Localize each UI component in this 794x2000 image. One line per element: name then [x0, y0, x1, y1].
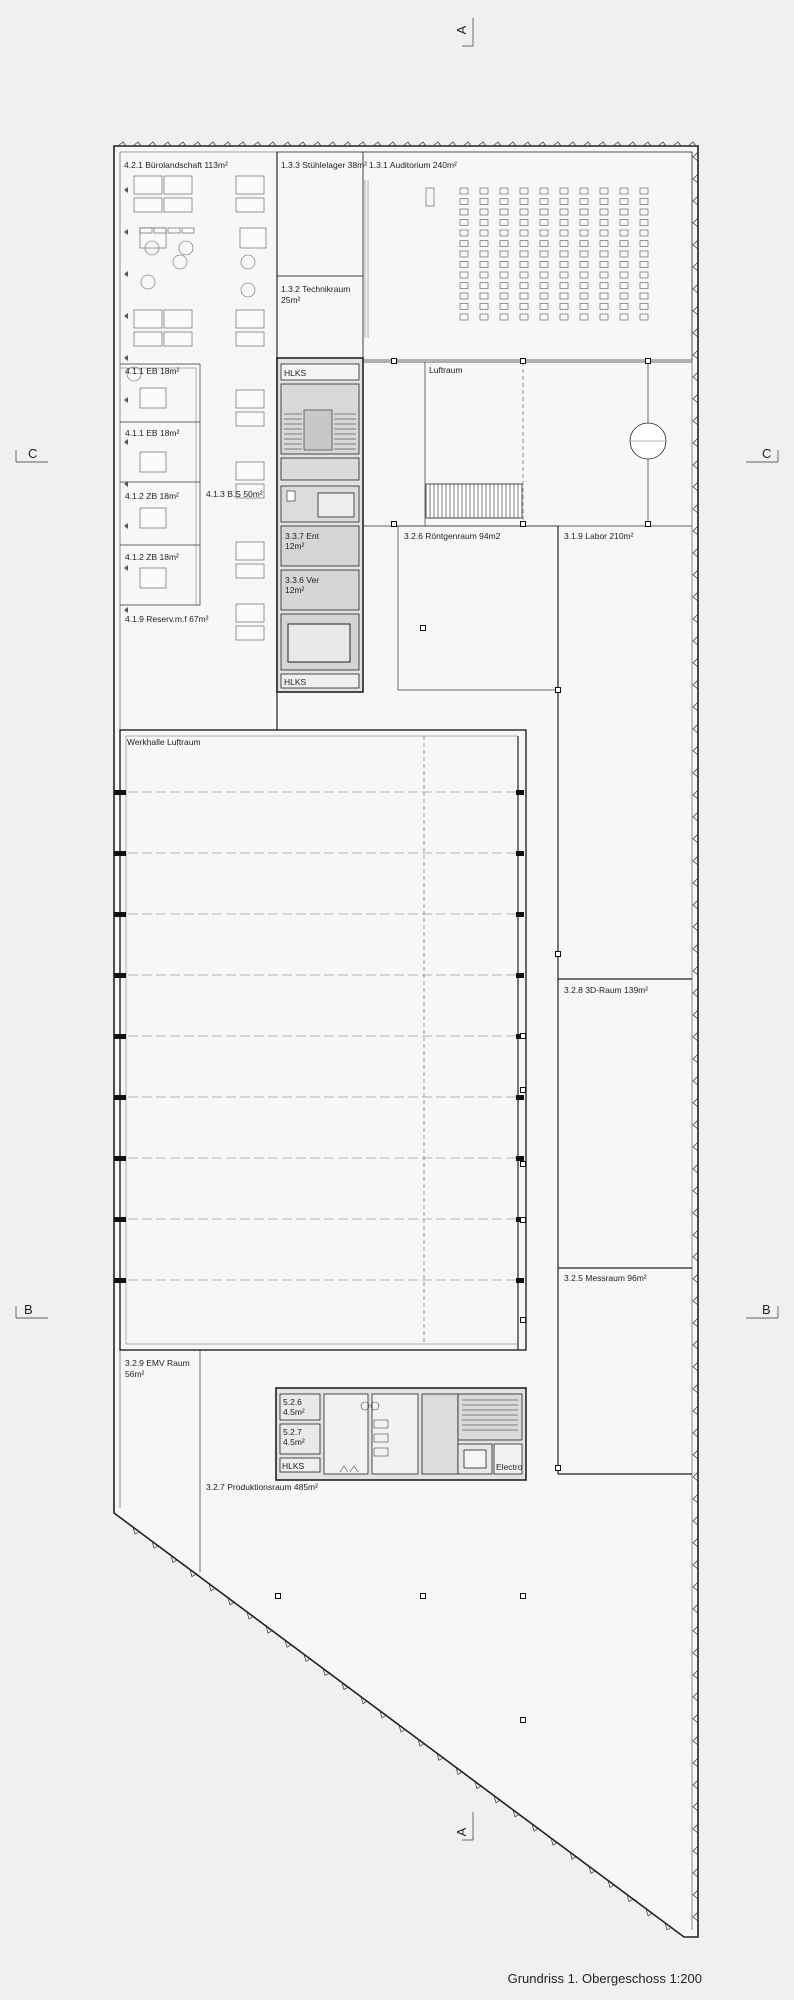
label-luftraum: Luftraum [429, 365, 463, 375]
crane-rail-end [114, 790, 126, 795]
section-marker-b-left [16, 1302, 48, 1318]
desk [134, 310, 162, 328]
label-526-area: 4.5m² [283, 1407, 305, 1417]
column [421, 1594, 426, 1599]
desk [134, 332, 162, 346]
column [521, 1318, 526, 1323]
column [521, 359, 526, 364]
label-527-area: 4.5m² [283, 1437, 305, 1447]
desk [164, 310, 192, 328]
column [392, 359, 397, 364]
crane-rail-end [516, 1095, 524, 1100]
column [521, 522, 526, 527]
column [521, 1718, 526, 1723]
crane-rail-end [516, 912, 524, 917]
label-ver: 3.3.6 Ver [285, 575, 320, 585]
column [521, 1034, 526, 1039]
crane-rail-end [114, 1034, 126, 1039]
label-hlks-bottom: HLKS [282, 1461, 305, 1471]
section-label-a-bottom: A [454, 1827, 469, 1837]
building-outline [114, 142, 698, 1937]
label-electro: Electro [496, 1462, 523, 1472]
luftraum-stair [426, 484, 522, 518]
crane-rail-end [516, 790, 524, 795]
bench [154, 228, 166, 233]
desk [140, 508, 166, 528]
column [556, 952, 561, 957]
label-technikraum-area: 25m² [281, 295, 301, 305]
section-label-b-right: B [762, 1302, 771, 1317]
bench [140, 228, 152, 233]
desk [236, 176, 264, 194]
section-marker-a-bottom [454, 1812, 473, 1840]
section-label-c-right: C [762, 446, 772, 461]
section-label-c-left: C [28, 446, 38, 461]
label-3d-raum: 3.2.8 3D-Raum 139m² [564, 985, 649, 995]
column [421, 626, 426, 631]
crane-rail-end [114, 973, 126, 978]
label-emv: 3.2.9 EMV Raum [125, 1358, 190, 1368]
crane-rail-end [516, 1156, 524, 1161]
bench [168, 228, 180, 233]
desk [236, 542, 264, 560]
desk [140, 388, 166, 408]
column [521, 1088, 526, 1093]
label-ver-area: 12m² [285, 585, 305, 595]
label-buerolandschaft: 4.2.1 Bürolandschaft 113m² [124, 160, 228, 170]
column [646, 522, 651, 527]
desk [164, 332, 192, 346]
desk [134, 198, 162, 212]
desk [236, 198, 264, 212]
label-ent: 3.3.7 Ent [285, 531, 320, 541]
section-label-b-left: B [24, 1302, 33, 1317]
column [646, 359, 651, 364]
crane-rail-end [114, 1156, 126, 1161]
column [392, 522, 397, 527]
central-core [277, 358, 363, 692]
column [276, 1594, 281, 1599]
label-messraum: 3.2.5 Messraum 96m² [564, 1273, 647, 1283]
column [556, 1466, 561, 1471]
label-roentgen: 3.2.6 Röntgenraum 94m2 [404, 531, 501, 541]
desk [140, 452, 166, 472]
label-stuehlelager: 1.3.3 Stühlelager 38m² [281, 160, 367, 170]
desk [236, 462, 264, 480]
crane-rail-end [114, 851, 126, 856]
label-526: 5.2.6 [283, 1397, 302, 1407]
label-zb-1: 4.1.2 ZB 18m² [125, 491, 179, 501]
label-hlks-top: HLKS [284, 368, 307, 378]
label-hlks-mid: HLKS [284, 677, 307, 687]
label-eb-2: 4.1.1 EB 18m² [125, 428, 180, 438]
label-reserve: 4.1.9 Reserv.m.f 67m² [125, 614, 209, 624]
desk [134, 176, 162, 194]
desk [236, 310, 264, 328]
desk [240, 228, 266, 248]
section-label-a-top: A [454, 25, 469, 35]
stair-landing [304, 410, 332, 450]
desk [236, 626, 264, 640]
desk [164, 198, 192, 212]
section-marker-c-right [746, 446, 778, 462]
label-auditorium: 1.3.1 Auditorium 240m² [369, 160, 457, 170]
crane-rail-end [114, 912, 126, 917]
column [521, 1594, 526, 1599]
label-technikraum: 1.3.2 Technikraum [281, 284, 351, 294]
label-zb-2: 4.1.2 ZB 18m² [125, 552, 179, 562]
desk [236, 332, 264, 346]
desk [140, 568, 166, 588]
desk [236, 390, 264, 408]
crane-rail-end [516, 973, 524, 978]
label-bs: 4.1.3 B.S 50m² [206, 489, 263, 499]
crane-rail-end [114, 1095, 126, 1100]
bench [182, 228, 194, 233]
plan-title: Grundriss 1. Obergeschoss 1:200 [507, 1971, 702, 1986]
label-werkhalle: Werkhalle Luftraum [127, 737, 201, 747]
crane-rail-end [516, 851, 524, 856]
crane-rail-end [114, 1217, 126, 1222]
crane-rail-end [114, 1278, 126, 1283]
section-marker-c-left [16, 446, 48, 462]
desk [164, 176, 192, 194]
column [521, 1162, 526, 1167]
label-emv-area: 56m² [125, 1369, 145, 1379]
desk [236, 604, 264, 622]
label-eb-1: 4.1.1 EB 18m² [125, 366, 180, 376]
desk [236, 412, 264, 426]
label-produktion: 3.2.7 Produktionsraum 485m² [206, 1482, 318, 1492]
label-ent-area: 12m² [285, 541, 305, 551]
section-marker-b-right [746, 1302, 778, 1318]
desk [236, 564, 264, 578]
label-527: 5.2.7 [283, 1427, 302, 1437]
column [556, 688, 561, 693]
label-labor: 3.1.9 Labor 210m² [564, 531, 634, 541]
column [521, 1218, 526, 1223]
crane-rail-end [516, 1278, 524, 1283]
section-marker-a-top [454, 18, 473, 46]
